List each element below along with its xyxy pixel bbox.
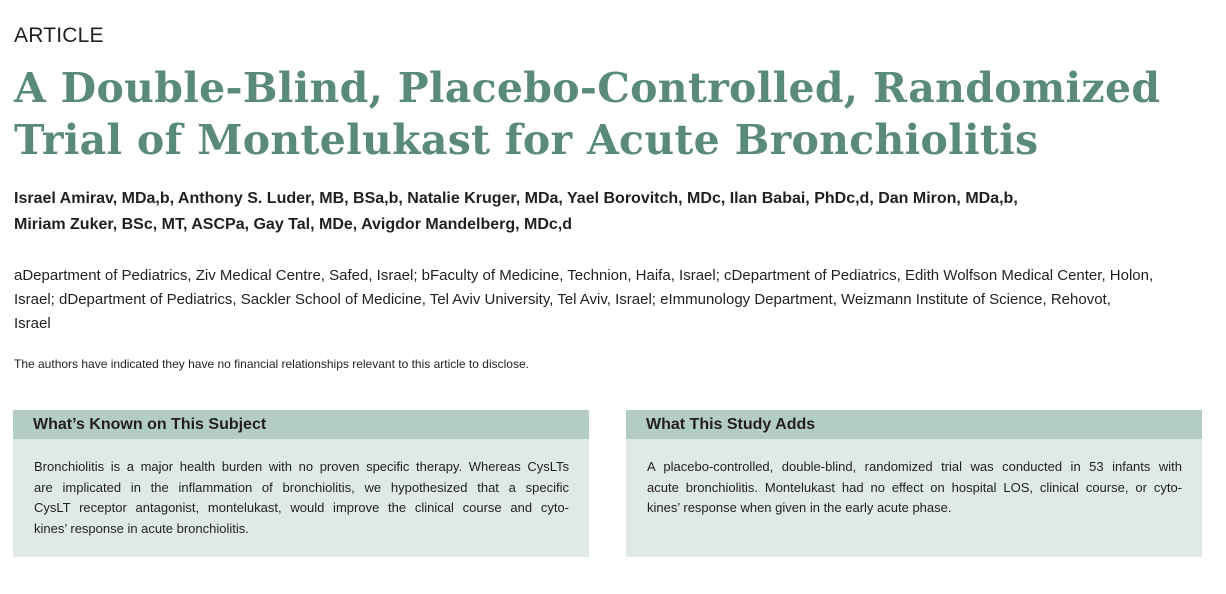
affiliations xyxy=(14,264,1214,336)
title-line: A Double-Blind, Placebo-Controlled, Randomized xyxy=(14,64,1161,112)
affiliation-line: Israel; dDepartment of Pediatrics, Sackler School of Medicine, Tel Aviv University, Tel Aviv, Israel; eImmunology Department, Weizmann Institute of Science, Rehovot, xyxy=(14,291,1111,308)
author-line: Miriam Zuker, BSc, MT, ASCPa, Gay Tal, MDe, Avigdor Mandelberg, MDc,d xyxy=(14,216,573,233)
affiliation-line: aDepartment of Pediatrics, Ziv Medical Centre, Safed, Israel; bFaculty of Medicine, Technion, Haifa, Israel; cDepartment of Pediatrics, Edith Wolfson Medical Center, Holon, xyxy=(14,267,1154,284)
author-list xyxy=(14,186,1214,238)
article-title xyxy=(14,62,1214,166)
study-adds-line: A placebo-controlled, double-blind, randomized trial was conducted in 53 infants with xyxy=(647,459,1182,474)
study-adds-heading: What This Study Adds xyxy=(626,410,1202,439)
title-line: Trial of Montelukast for Acute Bronchiolitis xyxy=(14,116,1039,164)
study-adds-line: kines’ response when given in the early acute phase. xyxy=(647,500,952,515)
whats-known-line: CysLT receptor antagonist, montelukast, would improve the clinical course and cyto- xyxy=(34,500,569,515)
whats-known-line: are implicated in the inflammation of bronchiolitis, we hypothesized that a specific xyxy=(34,479,569,495)
whats-known-line: Bronchiolitis is a major health burden with no proven specific therapy. Whereas CysLTs xyxy=(34,459,569,474)
study-adds-text xyxy=(626,439,1202,519)
article-type-label: ARTICLE xyxy=(14,24,104,47)
study-adds-box xyxy=(626,410,1202,557)
study-adds-line: acute bronchiolitis. Montelukast had no effect on hospital LOS, clinical course, or cyto- xyxy=(647,479,1182,495)
financial-disclosure: The authors have indicated they have no financial relationships relevant to this article to disclose. xyxy=(14,357,529,371)
whats-known-box xyxy=(13,410,589,557)
affiliation-line: Israel xyxy=(14,315,51,332)
whats-known-line: kines’ response in acute bronchiolitis. xyxy=(34,520,249,536)
whats-known-heading: What’s Known on This Subject xyxy=(13,410,589,439)
author-line: Israel Amirav, MDa,b, Anthony S. Luder, MB, BSa,b, Natalie Kruger, MDa, Yael Borovitch, MDc, Ilan Babai, PhDc,d, Dan Miron, MDa,b, xyxy=(14,190,1018,207)
whats-known-text xyxy=(13,439,589,539)
